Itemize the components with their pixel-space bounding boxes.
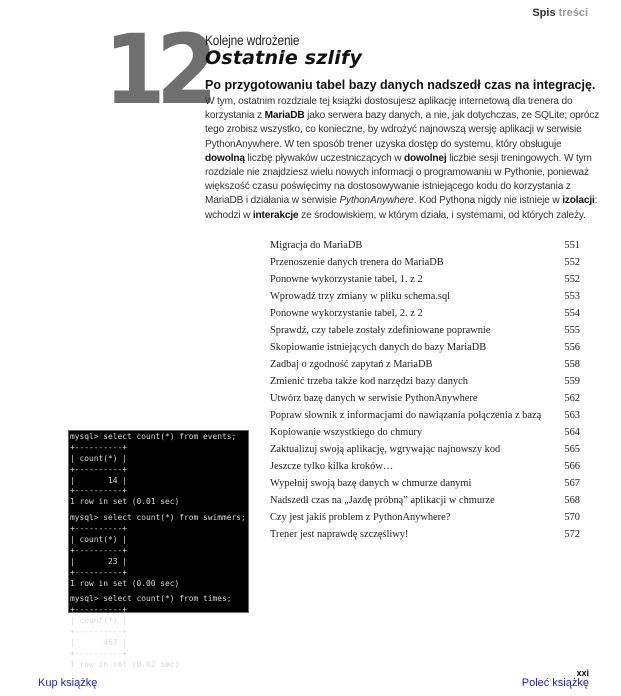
terminal-line: +----------+	[70, 627, 128, 637]
toc-entry-page: 554	[564, 308, 580, 319]
emphasis-bold: interakcje	[252, 209, 299, 221]
terminal-line: +----------+	[70, 567, 128, 577]
toc-entry-title: Ponowne wykorzystanie tabel, 1. z 2	[270, 274, 423, 285]
toc-entry-page: 562	[564, 393, 580, 404]
toc-entry[interactable]	[270, 356, 580, 373]
intro-text: ze środowiskiem, w którym działa, i systemami, od których zależy.	[298, 209, 586, 221]
intro-text: . Kod Pythona nigdy nie istnieje w	[413, 195, 563, 207]
toc-entry-page: 553	[564, 291, 580, 302]
intro-text: liczbie sesji treningowych. W tym rozdziale nie znajdziesz wielu nowych informacji o programowaniu w Pythonie, ponieważ większość czasu poświęcimy na dostosowywanie istniejącego kodu do korzystania z MariaDB i działania w serwisie	[205, 152, 592, 207]
toc-entry-title: Migracja do MariaDB	[270, 240, 363, 251]
intro-text: : wchodzi w	[205, 195, 598, 221]
running-head-bold: Spis	[532, 7, 556, 19]
terminal-line: | count(*) |	[70, 453, 128, 463]
toc-entry-page: 568	[564, 495, 580, 506]
toc-entry-title: Kopiowanie wszystkiego do chmury	[270, 427, 423, 438]
terminal-line: | count(*) |	[70, 535, 128, 545]
toc-entry-page: 565	[564, 444, 580, 455]
running-head-light: treści	[558, 7, 588, 19]
buy-book-link[interactable]: Kup książkę	[38, 677, 98, 689]
toc-entry-title: Popraw słownik z informacjami do nawiązania połączenia z bazą	[270, 410, 542, 421]
emphasis-bold: MariaDB	[264, 110, 305, 122]
toc-entry-page: 564	[564, 427, 580, 438]
toc-entry[interactable]	[270, 492, 580, 509]
terminal-line: +----------+	[70, 486, 128, 496]
intro-text: jako serwera bazy danych, a nie, jak dotychczas, ze SQLite; oprócz tego zrobisz wszystko, co konieczne, by wdrożyć najnowszą wersję aplikacji w serwisie PythonAnywhere. W ten sposób trener uzyska dostęp do systemu, który obsługuje	[205, 110, 600, 150]
toc-entry[interactable]	[270, 305, 580, 322]
toc-entry-page: 551	[564, 240, 580, 251]
chapter-intro-paragraph	[205, 95, 600, 223]
terminal-line: 1 row in set (0.00 sec)	[70, 578, 180, 588]
toc-entry[interactable]	[270, 407, 580, 424]
toc-entry-page: 556	[564, 342, 580, 353]
toc-entry[interactable]	[270, 526, 580, 543]
toc-entry-title: Czy jest jakiś problem z PythonAnywhere?	[270, 512, 451, 523]
toc-entry[interactable]	[270, 373, 580, 390]
toc-entry[interactable]	[270, 339, 580, 356]
terminal-line: +----------+	[70, 524, 128, 534]
terminal-line: +----------+	[70, 545, 128, 555]
toc-entry-title: Wprowadź trzy zmiany w pliku schema.sql	[270, 291, 451, 302]
toc-entry-title: Jeszcze tylko kilka kroków…	[270, 461, 394, 472]
terminal-line: 1 row in set (0.02 sec)	[70, 659, 180, 669]
toc-entry[interactable]	[270, 271, 580, 288]
toc-entry-page: 552	[564, 274, 580, 285]
table-of-contents	[270, 237, 580, 543]
terminal-line: | 14 |	[70, 475, 128, 485]
intro-text: W tym, ostatnim rozdziale tej książki dostosujesz aplikację internetową dla trenera do korzystania z	[205, 96, 573, 122]
chapter-title: Ostatnie szlify	[205, 47, 363, 69]
emphasis-italic: PythonAnywhere	[339, 195, 414, 207]
terminal-line: +----------+	[70, 442, 128, 452]
terminal-line: | 23 |	[70, 556, 128, 566]
chapter-kicker: Kolejne wdrożenie	[205, 32, 300, 48]
toc-entry-page: 552	[564, 257, 580, 268]
intro-text: liczbę pływaków uczestniczących w	[244, 152, 405, 164]
toc-entry-page: 567	[564, 478, 580, 489]
toc-entry-title: Nadszedł czas na „Jazdę próbną” aplikacji w chmurze	[270, 495, 495, 506]
terminal-line: | 467 |	[70, 638, 128, 648]
terminal-line: +----------+	[70, 648, 128, 658]
toc-entry-title: Zmienić trzeba także kod narzędzi bazy danych	[270, 376, 468, 387]
toc-entry-title: Przenoszenie danych trenera do MariaDB	[270, 257, 444, 268]
toc-entry-page: 559	[564, 376, 580, 387]
toc-entry-title: Trener jest naprawdę szczęśliwy!	[270, 529, 409, 540]
mysql-terminal-screenshot	[68, 430, 249, 669]
recommend-book-link[interactable]: Poleć książkę	[521, 677, 589, 689]
toc-entry[interactable]	[270, 441, 580, 458]
toc-entry-page: 563	[564, 410, 580, 421]
terminal-line: 1 row in set (0.01 sec)	[70, 497, 180, 507]
toc-entry-title: Skopiowanie istniejących danych do bazy MariaDB	[270, 342, 487, 353]
toc-entry-title: Ponowne wykorzystanie tabel, 2. z 2	[270, 308, 423, 319]
terminal-line: mysql> select count(*) from swimmers;	[70, 513, 246, 523]
terminal-line: mysql> select count(*) from events;	[70, 432, 237, 441]
toc-entry[interactable]	[270, 509, 580, 526]
toc-entry[interactable]	[270, 254, 580, 271]
toc-entry[interactable]	[270, 322, 580, 339]
toc-entry-page: 572	[564, 529, 580, 540]
toc-entry-page: 555	[564, 325, 580, 336]
toc-entry[interactable]	[270, 288, 580, 305]
toc-entry-page: 570	[564, 512, 580, 523]
toc-entry[interactable]	[270, 475, 580, 492]
toc-entry-title: Utwórz bazę danych w serwisie PythonAnywhere	[270, 393, 478, 404]
toc-entry-title: Zaktualizuj swoją aplikację, wgrywając najnowszy kod	[270, 444, 501, 455]
toc-entry-title: Wypełnij swoją bazę danych w chmurze danymi	[270, 478, 472, 489]
toc-entry[interactable]	[270, 390, 580, 407]
toc-entry-page: 558	[564, 359, 580, 370]
toc-entry-title: Sprawdź, czy tabele zostały zdefiniowane poprawnie	[270, 325, 491, 336]
terminal-line: mysql> select count(*) from times;	[70, 594, 232, 604]
toc-entry[interactable]	[270, 237, 580, 254]
emphasis-bold: izolacji	[562, 195, 595, 207]
terminal-line: | count(*) |	[70, 616, 128, 626]
chapter-lead: Po przygotowaniu tabel bazy danych nadszedł czas na integrację.	[205, 78, 596, 92]
terminal-line: +----------+	[70, 464, 128, 474]
toc-entry-title: Zadbaj o zgodność zapytań z MariaDB	[270, 359, 433, 370]
page-number: xxi	[576, 668, 589, 678]
toc-entry[interactable]	[270, 424, 580, 441]
emphasis-bold: dowolnej	[404, 152, 447, 164]
toc-entry[interactable]	[270, 458, 580, 475]
toc-entry-page: 566	[564, 461, 580, 472]
terminal-line: +----------+	[70, 605, 128, 615]
emphasis-bold: dowolną	[205, 152, 245, 164]
chapter-number: 12	[104, 14, 209, 126]
running-head	[532, 7, 588, 19]
